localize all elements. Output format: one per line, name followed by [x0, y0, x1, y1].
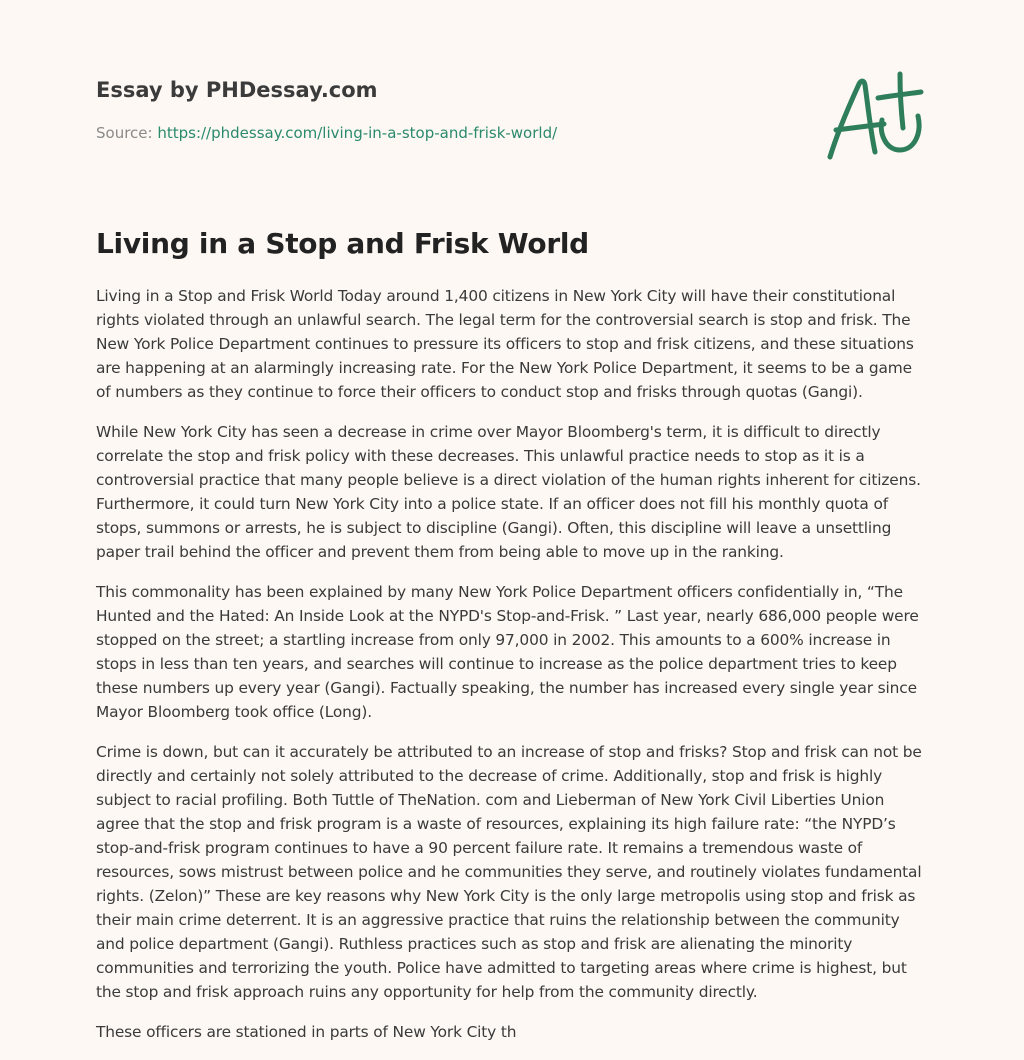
essay-body [96, 284, 930, 1060]
essay-header [96, 76, 928, 142]
brand-title: Essay by PHDessay.com [96, 78, 378, 102]
source-line [96, 123, 557, 143]
essay-paragraph: This commonality has been explained by many New York Police Department officers confidentially in, “The Hunted and the Hated: An Inside Look at the NYPD's Stop-and-Frisk. ” Last year, nearly 686,000 people were stopped on the street; a startling increase from only 97,000 in 2002. This amounts to a 600% increase in stops in less than ten years, and searches will continue to increase as the police department tries to keep these numbers up every year (Gangi). Factually speaking, the number has increased every single year since Mayor Bloomberg took office (Long). [96, 583, 919, 721]
source-label: Source: [96, 124, 158, 142]
essay-paragraph: While New York City has seen a decrease in crime over Mayor Bloomberg's term, it is difficult to directly correlate the stop and frisk policy with these decreases. This unlawful practice needs to stop as it is a controversial practice that many people believe is a direct violation of the human rights inherent for citizens. Furthermore, it could turn New York City into a police state. If an officer does not fill his monthly quota of stops, summons or arrests, he is subject to discipline (Gangi). Often, this discipline will leave a unsettling paper trail behind the officer and prevent them from being able to move up in the ranking. [96, 423, 921, 561]
essay-paragraph: These officers are stationed in parts of New York City th [96, 1023, 517, 1041]
essay-paragraph: Living in a Stop and Frisk World Today around 1,400 citizens in New York City will have their constitutional rights violated through an unlawful search. The legal term for the controversial search is stop and frisk. The New York Police Department continues to pressure its officers to stop and frisk citizens, and these situations are happening at an alarmingly increasing rate. For the New York Police Department, it seems to be a game of numbers as they continue to force their officers to conduct stop and frisks through quotas (Gangi). [96, 287, 914, 401]
source-link[interactable]: https://phdessay.com/living-in-a-stop-and-frisk-world/ [157, 124, 558, 142]
a-plus-grade-icon [822, 68, 926, 164]
essay-paragraph: Crime is down, but can it accurately be attributed to an increase of stop and frisks? Stop and frisk can not be directly and certainly not solely attributed to the decrease of crime. Additionally, stop and frisk is highly subject to racial profiling. Both Tuttle of TheNation. com and Lieberman of New York Civil Liberties Union agree that the stop and frisk program is a waste of resources, explaining its high failure rate: “the NYPD’s stop-and-frisk program continues to have a 90 percent failure rate. It remains a tremendous waste of resources, sows mistrust between police and he communities they serve, and routinely violates fundamental rights. (Zelon)” These are key reasons why New York City is the only large metropolis using stop and frisk as their main crime deterrent. It is an aggressive practice that ruins the relationship between the community and police department (Gangi). Ruthless practices such as stop and frisk are alienating the minority communities and terrorizing the youth. Police have admitted to targeting areas where crime is highest, but the stop and frisk approach ruins any opportunity for help from the community directly. [96, 743, 922, 1001]
essay-title: Living in a Stop and Frisk World [96, 227, 589, 260]
